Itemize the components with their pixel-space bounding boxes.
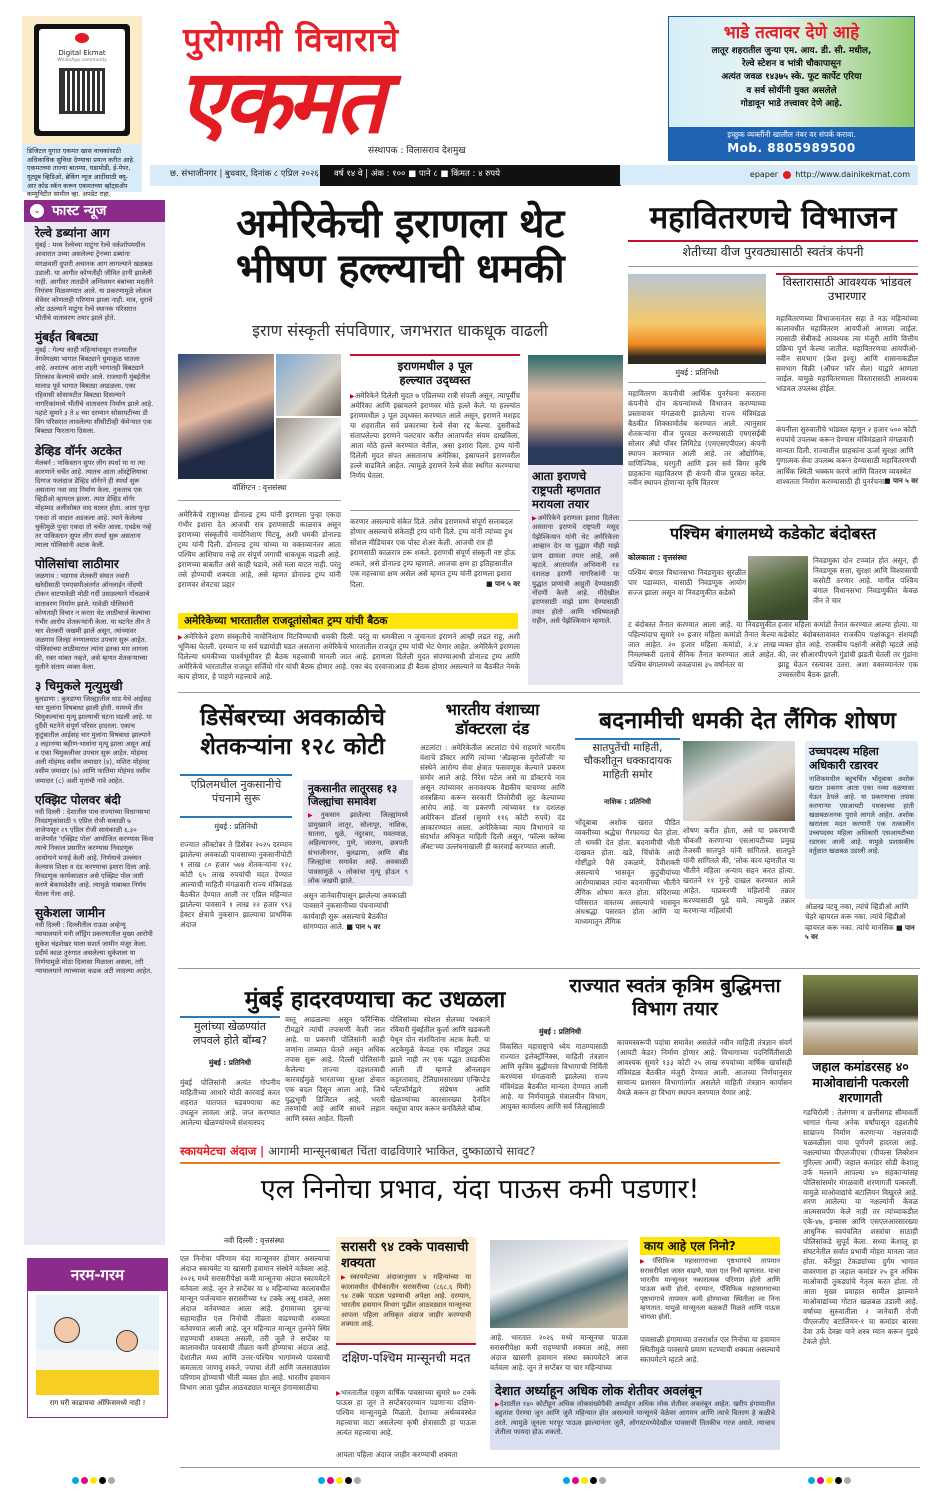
ad-footer-text: इच्छुक व्यक्तींनी खालील नंबर वर संपर्क करावा. <box>727 130 856 139</box>
badnami-tail <box>805 902 918 943</box>
bengal-body-3: निवडणुका दोन टप्प्यांत होत असून, ही निवडणूक सत्ता, सुरक्षा आणि विश्वासाची कसोटी ठरणार आहे. मागील पश्चिम बंगाल विधानसभा निवडणुकीत केवळ तीन ते चार <box>813 556 918 605</box>
mahavitaran-body-2-text: कंपनीला सुरुवातीचे भांडवल म्हणून २ हजार ५०० कोटी रुपयांचे उपलब्ध करून देण्यास मंत्रिमंडळाने मंगळवारी मान्यता दिली. राज्यातील ग्राहकांना ऊर्जा सुरक्षा आणि गुणात्मक सेवा उपलब्ध करून देण्यासाठी महावितरणची आर्थिक स्थिती भक्कम करणे आणि वितरण व्यवस्थेत शाश्वतता निर्माण करण्यासाठी ही पुनर्रचना <box>776 425 917 487</box>
epaper-link[interactable]: http://www.dainikekmat.com <box>795 170 910 179</box>
photo-ruins-top <box>276 354 341 416</box>
skymet-strap-text: आगामी मान्सूनबाबत चिंता वाढविणारे भाकित, दुष्काळाचे सावट? <box>268 1144 536 1158</box>
red-rule <box>350 354 520 356</box>
divider <box>178 692 920 693</box>
maoist-body: गडचिरोली : तेलंगणा व छत्तीसगड सीमावर्ती भागात गेल्या अनेक वर्षांपासून दहशतीचे साम्राज्य निर्माण करणाऱ्या नक्षलवादी चळवळीला पाया पूर्णपणे हादरला आहे. नक्षल्यांच्या पीएलजीएचा (पीपल्स लिबरेशन गुरिल्ला आर्मी) जहाल कमांडर सोडी केशालू उर्फ मल्लाने आपल्या ४० सहकाऱ्यांसह पोलिसांसमोर मंगळवारी शरणागती पत्करली. यामुळे माओवाद्यांचे बटालियन विखुरले आहे. शरण आलेल्या या नक्षल्यांनी केवळ आत्मसमर्पण केले नाही तर त्यांच्याकडील एके-४७, इन्सास आणि एसएलआरसारख्या आधुनिक स्वयंचलित शस्त्रांचा साठाही पोलिसांकडे सुपूर्द केला. सध्या केशालू हा संघटनेतील सर्वात प्रभावी मोहरा मानला जात होता. कर्रेगुट्टा टेकड्यांच्या दुर्गम भागात वावरणारा हा जहाल कमांडर २५ हून अधिक माओवादी तुकड्यांचे नेतृत्व करत होता. तो आता मुख्य प्रवाहात सामील झाल्याने माओवाद्यांच्या गोटात खळबळ उडाली आहे. वर्षाच्या सुरुवातीला २ जानेवारी रोजी पीएलजीए बटालियन-१ चा कमांडर बारसा देवा उर्फ देवन्ना याने शस्त्र म्यान करून गुडघे टेकले होते. <box>803 1108 918 1346</box>
news-item-text: बुलडाणा : बुलडाणा जिल्ह्यातील धाड येथे आईसह चार मुलांना विषबाधा झाली होती. यामध्ये तीन चिमुकल्यांचा मृत्यू झाल्याची घटना घडली आहे. या दुर्दैवी घटनेने संपूर्ण परिसर हादरला. एकाच कुटुंबातील आईसह चार मुलांना विषबाधा झाल्याने ३ लहानग्या बहीण-भावांना मृत्यू झाला असून आई व एका चिमुकलीवर उपचार सुरू आहेत. मोहंमद अली मोहंमद वसीम जमादार (४), मशिरा मोहंमद वसीम जमादार (७) आणि फातिमा मोहंमद वसीम जमादार (८) अशी मृतांची नावे आहेत. <box>35 694 152 785</box>
southwest-monsoon-text: ▶ भारतातील एकूण वार्षिक पावसाच्या सुमारे ७० टक्के पाऊस हा जून ते सप्टेंबरदरम्यान पडणाऱ्या दक्षिण-पश्चिम मान्सूनमुळे मिळतो. देशाच्या अर्थव्यवस्थेत महत्त्वाचा वाटा असलेल्या कृषी क्षेत्रासाठी हा पाऊस अत्यंत महत्त्वाचा आहे. <box>336 1388 476 1438</box>
qr-card <box>34 24 130 136</box>
qr-caption: डिजिटल युगात एकमत खास वाचकांसाठी अधिकाधिक सुविधा देण्याचा प्रयत्न करीत आहे. एकमतच्या ताज्या बातम्या, घडामोडी, ई-पेपर, यूट्यूब व्हिडिओ, ब्रेकिंग न्यूज आदींसाठी क्यू-आर कोड स्कॅन करून एकमतच्या व्हॉट्सअ‍ॅप कम्युनिटीत सामील व्हा. अपडेट राहा. <box>22 144 142 192</box>
color-dot-icon <box>336 1477 343 1484</box>
lead-headline-line: भीषण हल्ल्याची धमकी <box>235 245 565 292</box>
doctor-headline: भारतीय वंशाच्या डॉक्टरला दंड <box>445 700 540 739</box>
ad-body <box>669 45 914 111</box>
color-dot-icon <box>826 1477 833 1484</box>
lead-body-2-text: करणार असल्याचे संकेत दिले. तसेच इराणमध्ये संपूर्ण सत्ताबदल होणार असल्याचे संकेतही ट्रम्प यांनी दिले. ट्रम्प यांनी त्यांच्या ट्रुथ सोशल मीडियावर एक पोस्ट शेअर केली. आजची रात्र ही इराणसाठी काळरात्र ठरू शकते. इराणची संपूर्ण संस्कृती नष्ट होऊ शकते, असे डोनाल्ड ट्रम्प म्हणाले. आजचा क्षण हा इतिहासातील एक महत्त्वाचा क्षण असेल असे म्हणत ट्रम्प यांनी इराणला इशारा दिला. <box>350 517 516 589</box>
badnami-subhead: सातपुतेंची माहिती, चौकशीतून धक्कादायक माहिती समोर <box>583 742 672 781</box>
masthead-tagline: पुरोगामी विचाराचे <box>183 20 400 59</box>
mumbai-plot-body-2: वस्तू आढळल्या असून फॉरेन्सिक टीमद्वारे त्यांची तपासणी केली जात आहे. या प्रकरणी पोलिसांनी काही जणांना ताब्यात घेतले असून अधिक तपास सुरू आहे. दिल्ली पोलिसांनी केलेल्या ताज्या दहशतवादी कारवाईमुळे भारताच्या सुरक्षा क्षेत्रात एक बदल दिसून आला आहे, जिथे युद्धभूमी डिजिटल आहे, भरती तरुणांची आहे आणि साधने लहान आणि स्वस्त आहेत. दिल्ली <box>285 1015 385 1124</box>
farmers-location: मुंबई : प्रतिनिधी <box>214 822 258 831</box>
ad-line: गोडावून भाडे तत्त्वावर देणे आहे. <box>740 98 843 109</box>
envoy-meeting-text: ▶ अमेरिकेने इराण संस्कृतीचे नामोनिशाण मिटविण्याची धमकी दिली. परंतु या धमकीला न जुमानता इराणने आम्ही लढत राहू, अशी भूमिका घेतली. दरम्यान या सर्व घडामोडी घडत असताना अमेरिकेचे भारतातील राजदूत ट्रम्प यांची भेट घेणार आहेत. अमेरिकेने इराणला दिलेल्या धमकीच्या पार्श्वभूमीवर ही बैठक महत्त्वाची मानली जात आहे. इराणला दिलेली मुदत संपण्याआधी डोनाल्ड ट्रम्प आणि अमेरिकेचे भारतातील राजदूत सर्जियो गोर यांची बैठक होणार आहे. एका बंद दरवाजाआड ही बैठक होणार असल्याने या बैठकीत नेमके काय होणार, हे पाहणे महत्त्वाचे आहे. <box>178 632 520 682</box>
farmers-body-2-text: असून जानेवारीपासून झालेल्या अवकाळी पावसाने नुकसानीच्या पंचनाम्यांची कार्यवाही सुरू असल्याचे बैठकीत सांगण्यात आले. <box>303 891 407 932</box>
cartoon-caption: राग घरी काढायचा ऑफिसमध्ये नाही ! <box>49 1399 146 1407</box>
photo-ocean-wave <box>490 1240 628 1328</box>
color-dot-icon <box>563 1477 570 1484</box>
registration-marks <box>318 1477 361 1484</box>
what-is-elnino-head: काय आहे एल निनो? <box>640 1237 780 1255</box>
ai-dept-headline: राज्यात स्वतंत्र कृत्रिम बुद्धिमत्ता विभाग तयार <box>569 975 781 1021</box>
cartoon-woman-figure <box>54 1317 80 1343</box>
officer-box <box>805 741 918 899</box>
founder-line: संस्थापक : विलासराव देशमुख <box>368 146 466 156</box>
blue-rule <box>180 774 292 776</box>
news-item <box>24 902 165 979</box>
news-item-text: नवी दिल्ली : दिल्लीतील राऊस अव्हेन्यू न्यायालयाने मनी लॉंड्रिंग प्रकरणातील मुख्य आरोपी सुकेश चंद्रशेखर याला सशर्त जामीन मंजूर केला. प्रदीर्घ काळ तुरुंगात असलेल्या सुकेशला या निर्णयामुळे मोठा दिलासा मिळाला असला, तरी न्यायालयाने त्याच्यावर कडक अटी लादल्या आहेत. <box>35 921 153 975</box>
average-rain-head: सरासरी ९४ टक्के पावसाची शक्यता <box>341 1240 469 1271</box>
elnino-body: एल निनोचा परिणाम यंदा मान्सूनवर होणार असल्याचा अंदाज स्कायमेट या खासगी हवामान संस्थेने वर्तवला आहे. २०२६ मध्ये सरासरीपेक्षा कमी मान्सूनचा अंदाज स्कायमेटने वर्तवला आहे. जून ते सप्टेंबर या ४ महिन्यांच्या कालावधीत मान्सून पर्जन्यमान सरासरीच्या ९४ टक्के असू शकते, असा अंदाज वर्तवण्यात आला आहे. हंगामाच्या दुसऱ्या सहामाहीत एल निनोची तीव्रता वाढण्याची शक्यता वर्तवण्यात आली आहे. जून महिन्यात मान्सून तुलनेने स्थिर राहण्याची शक्यता असली, तरी जुलै ते सप्टेंबर या कालावधीत पावसाची तीव्रता कमी होण्याचा अंदाज आहे. देशातील मध्य आणि उत्तर-पश्चिम भागांमध्ये पावसाची कमतरता जाणवू शकते, ज्याचा शेती आणि जलसाठ्यांवर परिणाम होण्याची भीती व्यक्त होत आहे. भारतीय हवामान विभाग आता पुढील आठवड्यात मान्सून हंगामासाठीचा <box>180 1254 330 1393</box>
news-item-text: जळगाव : भडगाव शेतकरी संघात ज्वारी खरेदीसाठी एमएसपीअंतर्गत ऑनलाईन नोंदणी टोकन वाटपावेळी मोठी गर्दी उसळल्याने गोंधळाचे वातावरण निर्माण झाले. यावेळी पोलिसांनी कोणताही विचार न करता थेट लाठीचार्ज केल्याचा गंभीर आरोप शेतकऱ्यांनी केला. या घटनेत तीन ते चार शेतकरी जखमी झाले असून, त्यांच्यावर जळगाव जिल्हा रुग्णालयात उपचार सुरू आहेत. पोलिसांच्या लाठीमारात त्यांना इतका मार लागला की, रक्त थांबत नव्हते, असे म्हणत शेतकऱ्याच्या मुलीने संताप व्यक्त केला. <box>35 572 151 672</box>
bengal-body-4: हजार महिला कमांडो तैनात करण्यात आल्या होत्या. या कडेकोट बंदोबस्तावावत राजकीय पक्षांकडून संशयही व्यक्त होत आहे. राजकीय पक्षांनी असेही म्हटले आहे की, जर सीआरपीएफने गुंडांची झडती घेतली तर गुंडांना झाडू घेऊन रस्त्यावर उतरा. अशा वक्तव्यानंतर एक उच्चस्तरीय बैठक झाली. <box>778 620 918 679</box>
news-item-text: मुंबई : मध्य रेल्वेच्या माटुंगा रेल्वे वर्कशॉपमधील आवारात उभ्या असलेल्या ट्रेनच्या डब्यांना मंगळवारी दुपारी अचानक आग लागल्याने खळबळ उडाली. या आगीत कोणतीही जीवित हानी झालेली नाही. आगीवर तातडीने अग्निशमन बंबांच्या मदतीने नियंत्रण मिळवण्यात आले. या प्रकरणामुळे लोकल सेवेवर कोणताही परिणाम झाला नाही. मात्र, धुराचे लोट उठल्याने माटुंगा रेल्वे स्थानक परिसरात भीतीचे वातावरण तयार झाले होते. <box>35 241 154 323</box>
skymet-kicker: स्कायमेटचा अंदाज <box>180 1144 257 1158</box>
average-rain-text: ▶ स्कायमेटच्या अंदाजानुसार ४ महिन्यांच्या या कालावधीत दीर्घकालीन सरासरीच्या (८६८.६ मिमी) ९४ टक्के पाऊस पडण्याची अपेक्षा आहे. दरम्यान, भारतीय हवामान विभाग पुढील आठवड्यात मान्सूनचा आपला पहिला अधिकृत अंदाज जाहीर करण्याची शक्यता आहे. <box>341 1273 471 1329</box>
news-item <box>24 553 165 675</box>
news-item <box>24 326 165 439</box>
ad-title: भाडे तत्वावर देणे आहे <box>723 23 860 43</box>
photo-caption: वॉशिंग्टन : वृत्तसंस्था <box>232 483 287 492</box>
color-dot-icon <box>318 1477 325 1484</box>
ai-dept-body-1: विकसित महाराष्ट्राचे ध्येय गाठण्यासाठी राज्यात इलेक्ट्रॉनिक्स, माहिती तंत्रज्ञान आणि कृत्रिम बुद्धीमत्ता विभागाची निर्मिती करण्यास मंगळवारी झालेल्या राज्य मंत्रिमंडळ बैठकीत मान्यता देण्यात आली आहे. या निर्णयामुळे मंत्रालयीन विभाग, आयुक्त कार्यालय आणि सर्व जिल्ह्यांसाठी <box>500 1042 608 1111</box>
maoist-headline: जहाल कमांडरसह ४० माओवाद्यांनी पत्करली शरणागती <box>812 1059 909 1106</box>
bottom-rule <box>180 1467 920 1468</box>
registration-marks <box>563 1477 606 1484</box>
mumbai-plot-location: मुंबई : प्रतिनिधी <box>209 1058 251 1067</box>
mumbai-plot-body-1: मुंबई पोलिसांनी अत्यंत गोपनीय माहितीच्या आधारे मोठी कारवाई करत शहरात घातपात घडवण्याचा कट उधळून लावला आहे. जप्त करण्यात आलेल्या खेळण्यांमध्ये संशयास्पद <box>180 1078 280 1127</box>
news-item-head: मुंबईत बिबट्या <box>35 330 99 345</box>
news-item-head: डेव्हिड वॉर्नर अटकेत <box>35 443 122 458</box>
divider <box>628 520 918 521</box>
continued-link[interactable]: ■ पान ५ वर <box>884 477 918 486</box>
divider <box>628 382 766 383</box>
photo-caption: मुंबई : प्रतिनिधी <box>675 368 719 377</box>
elnino-headline: एल निनोचा प्रभाव, यंदा पाऊस कमी पडणार! <box>260 1174 700 1205</box>
masthead-logo: एकमत <box>178 50 382 153</box>
fast-news-header <box>24 200 165 222</box>
mumbai-plot-subhead: मुलांच्या खेळण्यांत लपवले होते बॉम्ब? <box>192 1020 268 1048</box>
photo-trump <box>178 354 274 479</box>
bridges-text: ▶ अमेरिकेने दिलेली मुदत ७ एप्रिलच्या रात्री संपली असून, त्यापूर्वीच अमेरिका आणि इस्रायलने इराणवर मोठे हल्ले केले. या हल्ल्यांत इराणमधील ३ पूल उद्ध्वस्त करण्यात आले असून, इराणने मशहद या शहरातील सर्व प्रकारच्या रेल्वे सेवा रद्द केल्या. दुसरीकडे संतापलेल्या इराणने पलटवार करीत आतापर्यंत संयम दाखविला, आता मोठे हल्ले करण्यात येतील, असा इशारा दिला. ट्रम्प यांनी दिलेली मुदत संपत असतानाच अमेरिका, इस्रायलने इराणवरील हल्ले वाढविले आहेत. त्यामुळे इराणने रेल्वे सेवा स्थगित करण्याचा निर्णय घेतला. <box>350 391 520 481</box>
photo-pezeshkian <box>528 355 623 465</box>
wave-body: आहे. भारतात २०२६ मध्ये मान्सूनचा पाऊस सरासरीपेक्षा कमी राहण्याची शक्यता आहे, असा अंदाज खासगी हवामान संस्था स्कायमेटने आज वर्तवला आहे. जून ते सप्टेंबर या चार महिन्यांच्या <box>490 1333 628 1372</box>
blue-rule <box>575 738 680 740</box>
news-item <box>24 675 165 788</box>
mahavitaran-box-head: विस्तारासाठी आवश्यक भांडवल उभारणार <box>782 275 912 304</box>
elnino-tail: पावसाळी हंगामाच्या उत्तरार्धात एल निनोचा या हवामान स्थितीमुळे पावसाचे प्रमाण घटण्याची शक्यता असल्याचे स्कायमेटने म्हटले आहे. <box>640 1335 780 1364</box>
southwest-monsoon-tail: आपला पहिला अंदाज जाहीर करण्याची शक्यता <box>336 1450 458 1459</box>
color-dot-icon <box>808 1477 815 1484</box>
color-dot-icon <box>90 1477 97 1484</box>
bengal-location: कोलकाता : वृत्तसंस्था <box>628 553 687 562</box>
divider <box>180 1250 330 1251</box>
continued-link[interactable]: ■ पान ५ वर <box>805 923 915 942</box>
lead-headline <box>180 202 620 292</box>
agriculture-box <box>490 1380 780 1450</box>
ai-dept-body-2: कायमस्वरूपी पदांचा समावेश असलेले नवीन माहिती तंत्रज्ञान संवर्ग (आयटी केडर) निर्माण होणार आहे. विभागाच्या पदनिर्मितीसाठी आवश्यक सुमारे १३३ कोटी २५ लाख रुपयांच्या वार्षिक खर्चासही मंत्रिमंडळ बैठकीत मंजुरी देण्यात आली. आजच्या निर्णयानुसार सामान्य प्रशासन विभागांतर्गत असलेले माहिती तंत्रज्ञान कार्यासन येथळे करून हा विभाग स्थापन करण्यात येणार आहे. <box>617 1038 792 1097</box>
photo-maoist-surrender <box>803 975 918 1055</box>
mumbai-plot-headline: मुंबई हादरवण्याचा कट उधळला <box>244 987 506 1013</box>
color-dot-icon <box>572 1477 579 1484</box>
bridges-head: इराणमधील ३ पूल <box>397 359 473 373</box>
lead-body-1: अमेरिकेचे राष्ट्राध्यक्ष डोनाल्ड ट्रम्प यांनी इराणला पुन्हा एकदा गंभीर इशारा देत आजची रात्र इराणसाठी काळरात्र असून इराणच्या संस्कृतीचे नामोनिशाण मिटवू, अशी धमकी डोनाल्ड ट्रम्प यांनी दिली. डोनाल्ड ट्रम्प यांच्या या वक्तव्यानंतर आता पश्चिम आशियाच नव्हे तर संपूर्ण जगाची धाकधूक वाढली आहे. इराणच्या बाबतीत असे काही घडावे, असे मला वाटत नाही. परंतु तसे होण्याची शक्यता आहे, असे म्हणत डोनाल्ड ट्रम्प यांनी इराणवर शेवटचा प्रहार <box>178 510 341 589</box>
badnami-body-2: शोषण करीत होता, असे या प्रकरणाची चौकशी करणाऱ्या एसआयटीच्या प्रमुख तेजस्वी सातपुते यांनी सांगितले. सातपुते यांनी सांगितले की, 'लोक काय म्हणतील या भीतीने महिला अन्याय सहन करत होत्या. खरातने ११ गुन्हे दाखल करण्यात आले आहेत. याप्रकरणी महिलांनी तक्रार करण्यासाठी पुढे यावे. त्यामुळे तक्रार करणाऱ्या महिलांची <box>683 826 795 915</box>
mumbai-plot-body-3: पोलिसांच्या स्पेशल सेलच्या पथकाने रविवारी मुंबईतील कुर्ला आणि खडकली येथून दोन संशयितांना अटक केली. या अटकेमुळे केवळ एक मॉड्यूल उघड झाले नाही तर एक पद्धत उघडकीस आली ती म्हणजे ऑनलाइन कट्टरतावाद, टेलिग्रामसारख्या एन्क्रिप्टेड प्लॅटफॉर्मद्वारे संप्रेषण आणि खेळण्यांच्या कारसारख्या दैनंदिन वस्तूंचा वापर करून बनविलेले बॉम्ब. <box>390 1015 490 1114</box>
ekmat-badge-icon <box>75 33 89 43</box>
red-rule <box>628 240 918 242</box>
color-dot-icon <box>835 1477 842 1484</box>
districts-text: ▶ नुकसान झालेल्या जिल्ह्यांमध्ये प्रामुख्याने लातूर, सोलापूर, नाशिक, सातारा, धुळे, नंदुरबार, यवतमाळ, अहिल्यानगर, पुणे, जालना, छत्रपती संभाजीनगर, बुलढाणा, आणि बीड जिल्ह्यांचा समावेश आहे. अवकाळी पावसामुळे ५ लोकांचा मृत्यू होऊन ९ लोक जखमी झाले. <box>308 811 408 886</box>
news-item-head: सुकेशला जामीन <box>35 905 105 920</box>
issue-line: वर्ष १४ वे | अंक : १०० ■ पाने ८ ■ किंमत : ४ रुपये <box>320 165 621 186</box>
skymet-strap: स्कायमेटचा अंदाज | आगामी मान्सूनबाबत चिंता वाढविणारे भाकित, दुष्काळाचे सावट? <box>180 1144 780 1164</box>
lead-headline-line: अमेरिकेची इराणला थेट <box>236 201 564 247</box>
photo-kharat <box>683 741 795 821</box>
news-item-text: नवी दिल्ली : देशातील पाच राज्यांच्या विधानसभा निवडणुकांसाठी ९ एप्रिल रोजी सकाळी ७ वाजेपासून २९ एप्रिल रोजी सायंकाळी ६.३० वाजेपर्यंत 'एक्झिट पोल' आयोजित करण्यास किंवा त्याचे निकाल प्रसारित करण्यास निवडणूक आयोगाने मनाई केली आहे. निर्णयाचे उल्लंघन केल्यास शिक्षा व दंड करण्याचा इशारा दिला आहे. निवडणूक कार्यकाळात असे एक्झिट पोल जारी करणे बेकायदेशीर आहे. त्यामुळे याबाबत निर्णय घेतला गेला आहे. <box>35 808 154 898</box>
globe-icon <box>783 171 791 179</box>
news-item <box>24 440 165 553</box>
southwest-monsoon-head: दक्षिण-पश्चिम मान्सूनची मदत <box>341 1351 471 1365</box>
lead-subhead: इराण संस्कृती संपविणार, जगभरात धाकधूक वाढली <box>252 321 548 340</box>
badnami-headline: बदनामीची धमकी देत लैंगिक शोषण <box>599 708 896 734</box>
continued-link[interactable]: ■ पान ५ वर <box>486 579 520 588</box>
qr-code-icon[interactable] <box>59 68 105 114</box>
epaper-bar <box>620 165 918 185</box>
color-dot-icon <box>590 1477 597 1484</box>
photo-power-towers <box>628 274 766 364</box>
color-dot-icon <box>599 1477 606 1484</box>
color-dot-icon <box>581 1477 588 1484</box>
what-is-elnino-box <box>640 1237 780 1323</box>
chevron-down-icon: ⌄ <box>30 204 44 218</box>
news-item <box>24 789 165 902</box>
qr-brand: Digital Ekmat <box>58 49 106 57</box>
districts-box <box>303 780 413 886</box>
registration-marks <box>72 1477 115 1484</box>
epaper-label: epaper <box>749 170 779 179</box>
color-dot-icon <box>354 1477 361 1484</box>
doctor-body: अटलांटा : अमेरिकेतील अटलांटा येथे राहणारे भारतीय वंशाचे डॉक्टर आणि त्यांच्या 'अ‍ॅडव्हान्स युरोलॉजी' या संस्थेने आरोग्य सेवा क्षेत्रात फसवणूक केल्याने प्रकरण समोर आले आहे. निरेश पटेल असे या डॉक्टरचे नाव असून त्यांच्यावर अनावश्यक वैद्यकीय चाचण्या आणि शस्त्रक्रिया करून सरकारी तिजोरीची लूट केल्याच्या आरोप आहे. या प्रकरणी त्यांच्यावर १४ दशलक्ष अमेरिकन डॉलर्स (सुमारे ११६ कोटी रुपये) दंड आकारण्यात आला. अमेरिकेच्या न्याय विभागाने या संदर्भात अधिकृत माहिती दिली असून, 'फॉल्स क्लेम्स अ‍ॅक्ट'च्या उल्लंघनाखाली ही कारवाई करण्यात आली. <box>420 743 565 852</box>
cartoon-title: नरम-गरम <box>28 1259 167 1291</box>
officer-text: नाशिकमधील बहुचर्चित भोंदूबाबा अशोक खरात प्रकरण आता एका नव्या वळणावर येऊन ठेपले आहे. या प्रकरणाचा तपास करणाऱ्या एसआयटी पथकाच्या हाती खळबळजनक पुरावे लागले आहेत. अशोक खरातला मदत करणारी एक तत्कालीन उच्चपदस्थ महिला अधिकारी एसआयटीच्या रडारवर आली आहे. यामुळे प्रशासकीय वर्तुळात खळबळ उडाली आहे. <box>809 774 914 856</box>
qr-promo <box>22 16 142 144</box>
bridges-box <box>350 354 520 481</box>
news-item-text: मेलबर्न : पाकिस्तान सुपर लीग स्पर्धा या ना त्या कारणाने चर्चेत आहे. त्यातच आता ऑस्ट्रेलियाचा दिग्गज फलंदाज डेव्हिड वॉर्नरने ही स्पर्धा सुरू असताना नवा वाद निर्माण केला. नुकताच एक व्हिडीओ व्हायरल झाला. त्यात डेव्हिड वॉर्नर मोहम्मद अलीसोबत वाद घालत होता. आता पुन्हा एकदा तो वादात अडकला आहे. त्याने केलेल्या चुकीमुळे पुन्हा एकदा तो चर्चेत आला. एवढेच नव्हे तर पाकिस्तान सुपर लीग स्पर्धा सुरू असताना त्याला पोलिसांनी अटक केली. <box>35 458 152 549</box>
photo-commandos <box>748 556 808 620</box>
ad-line: व सर्व सोयींनी युक्त असलेले <box>746 85 837 96</box>
news-item-head: पोलिसांचा लाठीमार <box>35 556 119 571</box>
farmers-subhead: एप्रिलमधील नुकसानीचे पंचनामे सुरू <box>190 778 282 806</box>
cartoon-box <box>27 1258 168 1418</box>
news-item-head: रेल्वे डब्यांना आग <box>35 226 110 240</box>
blue-rule <box>180 816 292 818</box>
mahavitaran-body-1: महावितरण कंपनीची आर्थिक पुनर्रचना करताना कंपनीचे दोन कंपन्यांमध्ये विभाजन करण्याच्या प्रस्तावावर मंगळवारी झालेल्या राज्य मंत्रिमंडळ बैठकीत शिक्कामोर्तब करण्यात आले. त्यानुसार शेतकऱ्यांना वीज पुरवठा करण्यासाठी एमएसईबी सोलार अ‍ॅग्रो पॉवर लिमिटेड (एमएसएपीएल) कंपनी स्थापन करण्यात आली आहे. तर औद्योगिक, वाणिज्यिक, घरगुती आणि इतर सर्व बिगर कृषि ग्राहकांना महावितरण ही कंपनी वीज पुरवठा करेल. नवीन स्थापन होणाऱ्या कृषि वितरण <box>628 389 766 488</box>
ad-line: रेल्वे स्टेशन व भांत्री चौकापासून <box>742 59 841 70</box>
lead-body-2 <box>350 517 520 590</box>
ad-line: लातूर शहरातील जुन्या एम. आय. डी. सी. मधील, <box>711 45 872 56</box>
dateline: छ. संभाजीनगर | बुधवार, दिनांक ८ एप्रिल २०२६ <box>150 165 480 186</box>
color-dot-icon <box>844 1477 851 1484</box>
agriculture-head: देशात अर्ध्याहून अधिक लोक शेतीवर अवलंबून <box>495 1383 702 1398</box>
badnami-body-1: भोंदूबाबा अशोक खरात पीडित व्यक्तीच्या श्रद्धेचा गैरफायदा घेत होता. तो धमकी देत होता. बदनामीची भीती दाखवत होता. खडे, चिंचोके आदी गोष्टींद्वारे पैसे उकळणे, दैवीशक्ती असल्याचे भासवून कुटुंबीयांच्या आरोग्याबाबत त्यांना बदनामीच्या भीतीने लैंगिक शोषण करत होता. मंदिराच्या परिसरात वास्तव्य असल्याचे भासवून अंधश्रद्धा पसरवत होता आणि या माध्यमातून लैंगिक <box>575 818 680 927</box>
color-dot-icon <box>345 1477 352 1484</box>
mahavitaran-headline: महावितरणचे विभाजन <box>649 200 897 236</box>
cartoon-image <box>36 1295 159 1395</box>
farmers-body-2 <box>303 891 413 933</box>
badnami-location: नाशिक : प्रतिनिधी <box>604 798 651 806</box>
bengal-headline: पश्चिम बंगालमध्ये कडेकोट बंदोबस्त <box>669 524 877 543</box>
news-item <box>24 222 165 326</box>
ai-dept-location: मुंबई : प्रतिनिधी <box>539 1027 581 1036</box>
what-is-elnino-text: ▶ पॅसिफिक महासागराच्या पृष्ठभागाचे तापमान सरासरीपेक्षा जास्त वाढणे, याला एल निनो म्हणतात. याचा भारतीय मान्सूनवर नकारात्मक परिणाम होतो आणि पाऊस कमी होतो. दरम्यान, पॅसिफिक महासागराच्या पृष्ठभागाचे तापमान कमी होण्याच्या स्थितीला ला निना म्हणतात. यामुळे मान्सूनला बळकटी मिळते आणि पाऊस चांगला होतो. <box>640 1257 780 1323</box>
agriculture-text: ▶ देशातील १४० कोटीहून अधिक लोकसंख्येपैकी अर्ध्याहून अधिक लोक शेतीवर अवलंबून आहेत. खरीप हंगामातील बहुतांश पेरण्या जून आणि जुलै महिन्यात होत असल्याने मान्सूनचे वेळेवर आगमन आणि त्याचे वितरण हे कळीचे ठरते. त्यामुळे जूनला भरपूर पाऊस झाल्यानंतर जुलै, ऑगस्टमध्येदेखील पावसाची तितकीच गरज असते. त्याचाच शेतीला फायदा होऊ शकतो. <box>495 1400 775 1438</box>
ad-line: अत्यंत जवळ १४३७५ स्के. फूट कार्पेट एरिया <box>721 72 862 83</box>
pezeshkian-box <box>528 465 623 685</box>
color-dot-icon <box>108 1477 115 1484</box>
average-rain-box <box>336 1237 476 1345</box>
envoy-meeting-head: अमेरिकेच्या भारतातील राजदूतांसोबत ट्रम्प यांची बैठक <box>178 613 518 629</box>
divider <box>178 500 341 501</box>
mahavitaran-body-2 <box>776 425 918 488</box>
cartoon-man-figure <box>116 1330 138 1352</box>
bengal-body-2: ट बंदोबस्त तैनात करण्यात आला आहे. या निवडणुकीत पहिल्यांदाच सुमारे २० हजार महिला कमांडो तैनात केल्या जात आहेत. २० हजार महिला कमांडो, २.४ लाख निमलष्करी दलाचे सैनिक तैनात करण्यात आले आहेत. पश्चिम बंगालमध्ये जवळपास ३५ वर्षांनंतर या <box>628 620 776 669</box>
color-dot-icon <box>327 1477 334 1484</box>
fast-news-rail <box>24 200 165 1245</box>
ad-mobile[interactable]: Mob. 8805989500 <box>727 141 856 156</box>
pezeshkian-text: ▶ अमेरिकेने इराणला इशारा दिलेला असताना इराणचे राष्ट्रपती मसूद पेझेश्कियान यांनी थेट अमेरिकेला आव्हान देत या युद्धात मीही माझे प्राण द्यायला तयार आहे, असे म्हटले. आतापर्यंत अभिमानी १४ दशलक्ष इराणी नागरिकांनी या युद्धात प्राणांची आहुती देण्यासाठी नोंदणी केली आहे. मीदेखील इराणसाठी माझे प्राण देण्यासाठी तयार होतो आणि भविष्यातही राहीन, असे पेझेश्कियान म्हणाले. <box>532 514 619 627</box>
continued-link[interactable]: ■ पान ५ वर <box>346 923 381 932</box>
news-item-head: एक्झिट पोलवर बंदी <box>35 792 121 807</box>
ad-footer <box>669 127 914 160</box>
fast-news-title: फास्ट न्यूज <box>52 202 107 219</box>
qr-sub: WhatsApp community <box>57 58 107 64</box>
color-dot-icon <box>817 1477 824 1484</box>
news-item-text: मुंबई : गेल्या काही महिन्यांपासून राज्यातील वेगवेगळ्या भागात बिबट्याने धुमाकूळ घातला आहे. अशातच आता शहरी भागातही बिबट्याने शिरकाव केल्याचे समोर आले. राजधानी मुंबईतील मालाड पूर्व भागात बिबट्या आढळला. एका रहिवासी सोसायटीत बिबट्या दिसल्याने नागरिकांमध्ये भीतीचे वातावरण निर्माण झाले आहे. पहाटे सुमारे ३ ते ४ च्या दरम्यान सोसायटीच्या डी विंग परिसरात लावलेल्या सीसीटीव्ही कॅमेऱ्यात एक बिबट्या फिरताना दिसला. <box>35 345 154 436</box>
news-item-head: ३ चिमुकले मृत्युमुखी <box>35 679 123 694</box>
photo-ruins-bottom <box>276 418 341 479</box>
divider <box>776 420 918 421</box>
badnami-tail-text: ओळख पटवू नका, त्यांचे व्हिडीओ आणि चेहरे व्हायरल करू नका. त्यांचे व्हिडीओ व्हायरल करू नका. त्यांचे मानसिक <box>805 902 909 932</box>
divider <box>628 266 918 267</box>
bridges-head: हल्ल्यात उद्ध्वस्त <box>399 373 471 388</box>
mahavitaran-subhead: शेतीच्या वीज पुरवठ्यासाठी स्वतंत्र कंपनी <box>682 244 864 259</box>
classified-ad <box>668 16 915 161</box>
elnino-location: नवी दिल्ली : वृत्तसंस्था <box>223 1236 285 1245</box>
blue-rule <box>180 1016 280 1018</box>
pezeshkian-head: आता इराणचे राष्ट्रपती म्हणतात मरायला तयार <box>532 469 601 512</box>
color-dot-icon <box>72 1477 79 1484</box>
divider <box>178 968 920 969</box>
mahavitaran-box-text: महावितरणच्या विभाजनानंतर सहा ते नऊ महिन्यांच्या कालावधीत महावितरण आयपीओ आणला जाईल. त्यासाठी सेबीकडे आवश्यक त्या मंजुरी आणि वित्तीय प्रक्रिया पूर्ण केल्या जातील. महावितरणचा आयपीओ- नवीन समभाग (फ्रेश इश्यू) आणि शासनाकडील समभाग विक्री (ऑफर फॉर सेल) याद्वारे आणला जाईल. यामुळे महावितरणाला विस्तारासाठी आवश्यक भांडवल उपलब्ध होईल. <box>776 314 918 393</box>
color-dot-icon <box>99 1477 106 1484</box>
divider <box>350 510 520 511</box>
bengal-body-1: पश्चिम बंगाल विधानसभा निवडणुका सुरळीत पार पडाव्यात, यासाठी निवडणूक आयोग सज्ज झाला असून या निवडणुकीत कडेको <box>628 568 746 597</box>
farmers-body-1: राज्यात ऑक्टोबर ते डिसेंबर २०२५ दरम्यान झालेल्या अवकाळी पावसाच्या नुकसानीपोटी १ लाख ८० हजार ५७४ शेतकऱ्यांना १२८ कोटी ६५ लाख रुपयांची मदत देण्यात आल्याची माहिती मंगळवारी राज्य मंत्रिमंडळ बैठकीत देण्यात आली तर एप्रिल महिन्यात झालेल्या पावसाने १ लाख २२ हजार ९९३ हेक्टर क्षेत्राचे नुकसान झाल्याचा प्राथमिक अंदाज <box>180 840 292 929</box>
districts-head: नुकसानीत लातूरसह १३ जिल्ह्यांचा समावेश <box>308 783 398 809</box>
color-dot-icon <box>81 1477 88 1484</box>
officer-head: उच्चपदस्थ महिला अधिकारी रडारवर <box>809 745 879 772</box>
farmers-headline: डिसेंबरच्या अवकाळीचे शेतकऱ्यांना १२८ कोटी <box>200 705 385 761</box>
registration-marks <box>808 1477 851 1484</box>
